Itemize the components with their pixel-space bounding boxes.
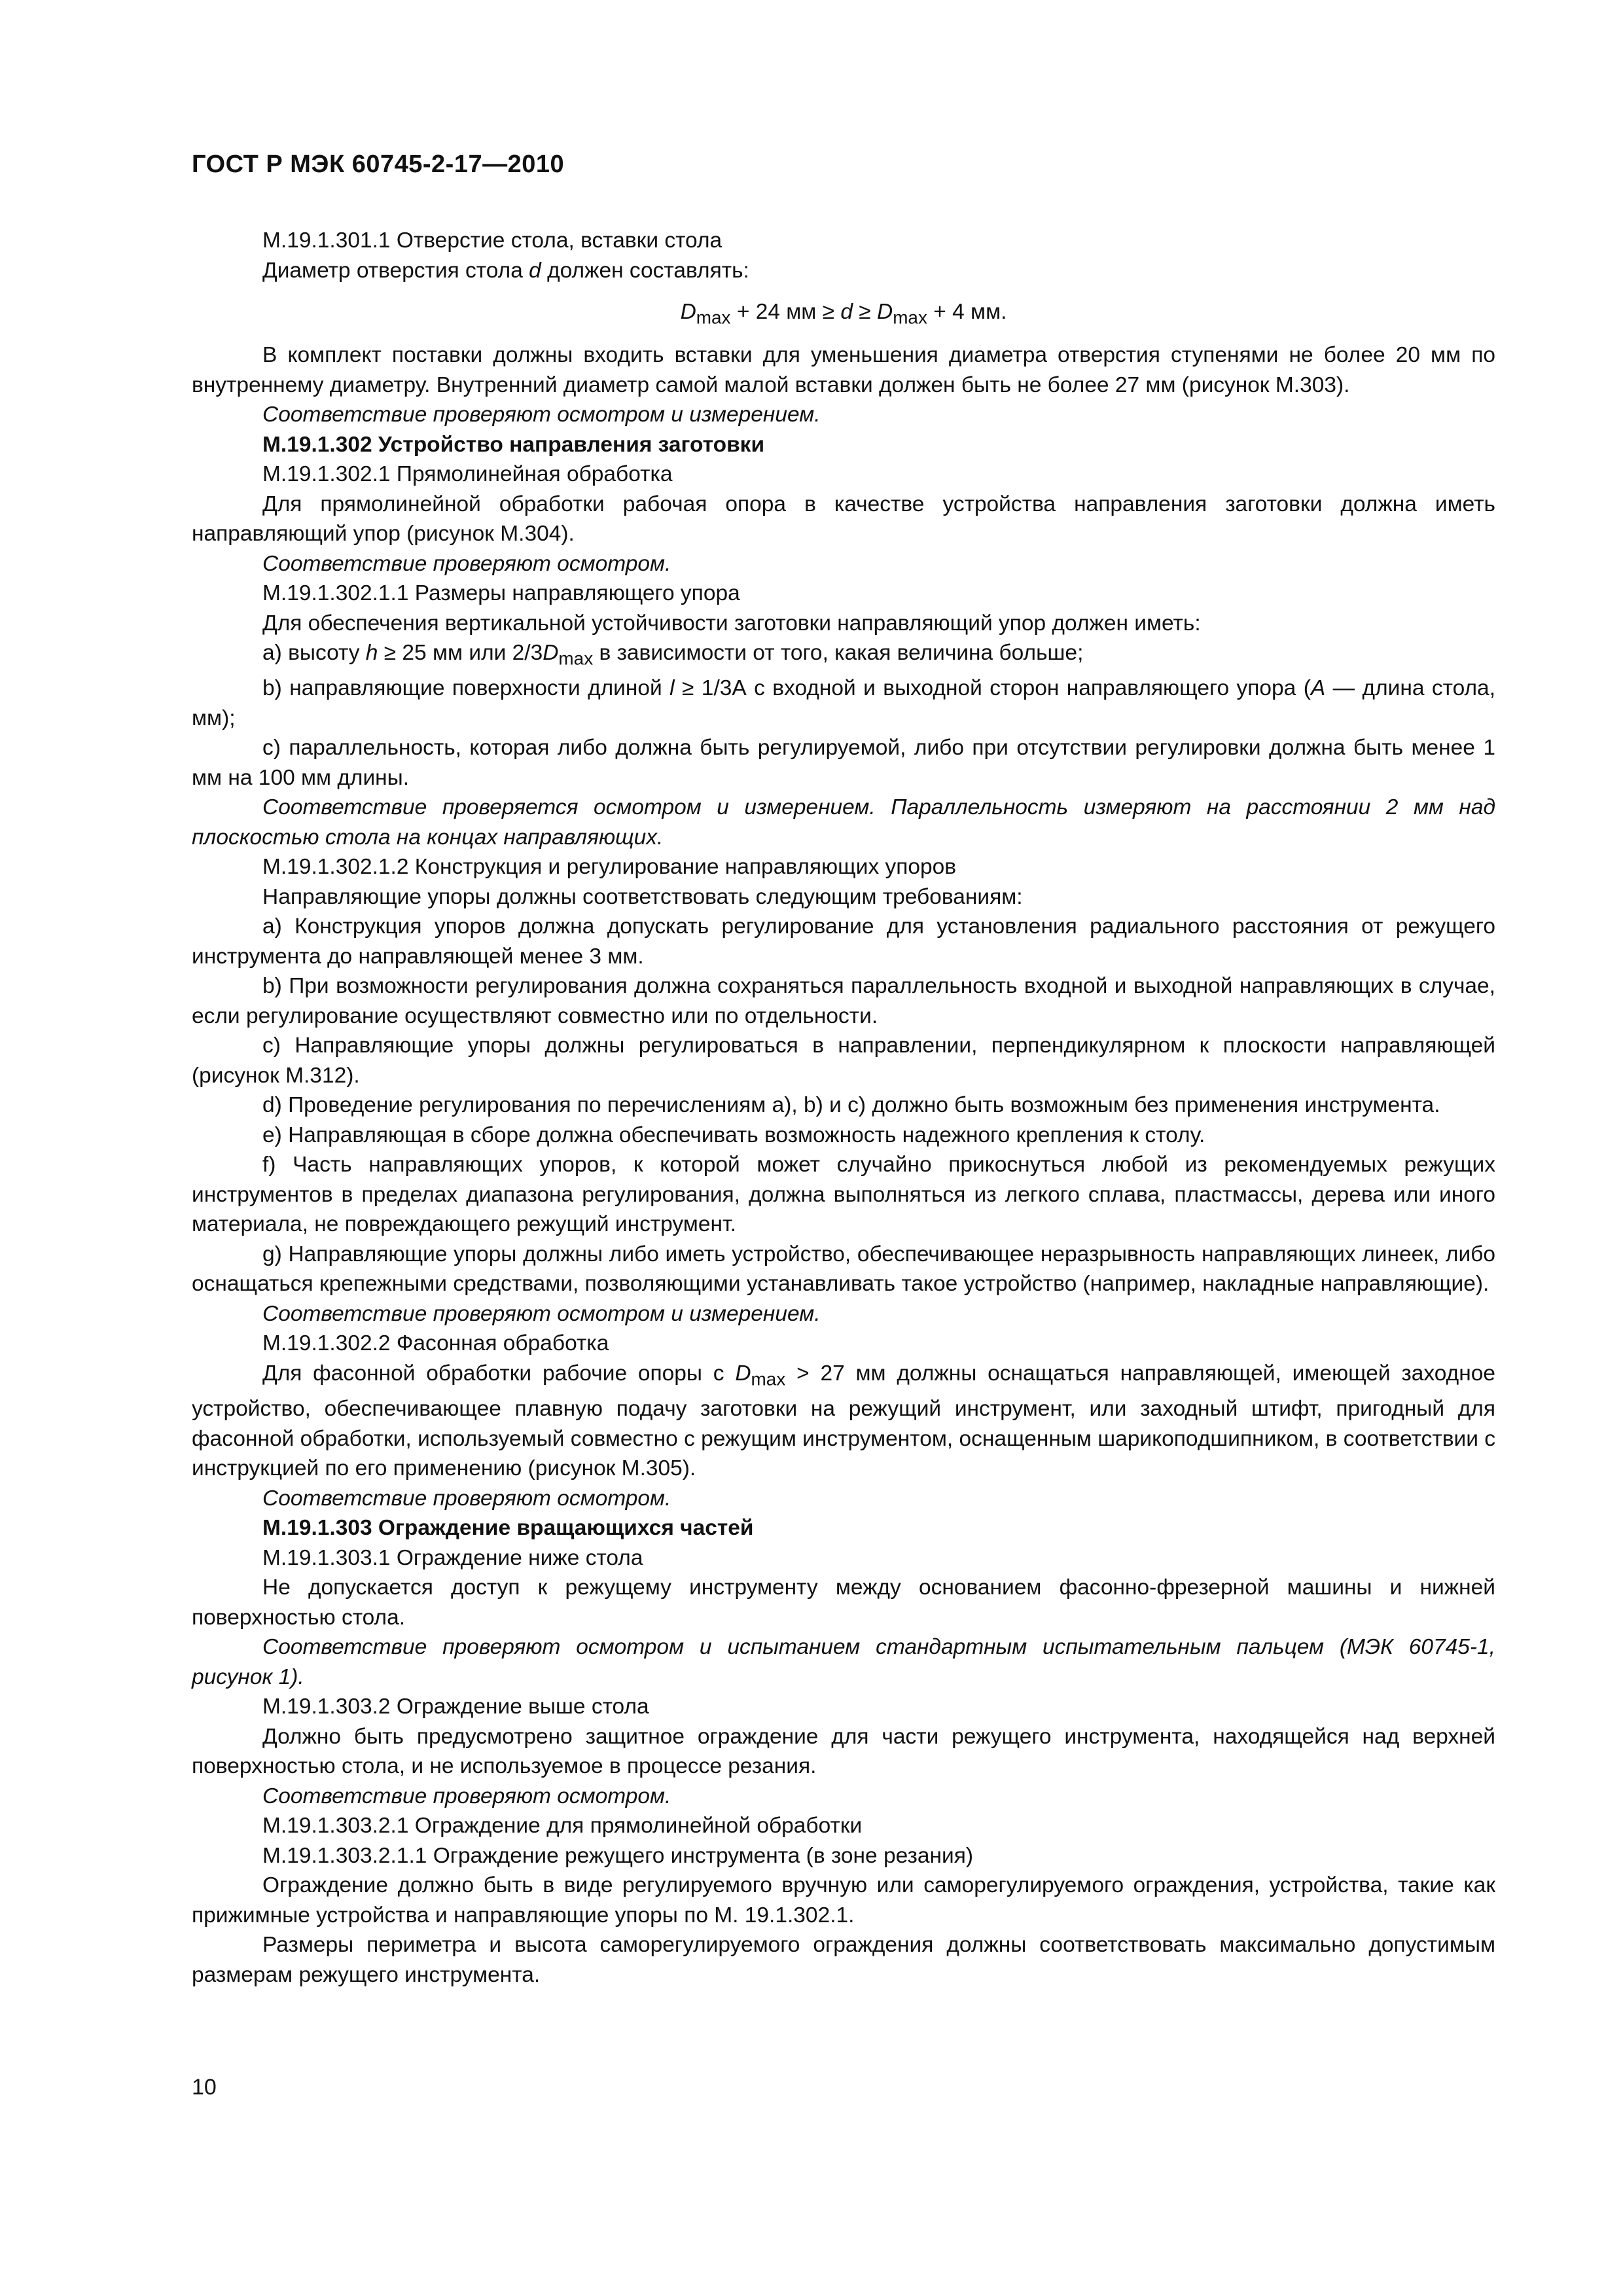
list-item: g) Направляющие упоры должны либо иметь устройство, обеспечивающее неразрывность направляющих линеек, либо оснащаться крепежными средствами, позволяющими устанавливать такое устройство (например, накладные направляющие). [192,1242,1495,1297]
compliance-note: Соответствие проверяют осмотром. [262,1784,671,1808]
clause-heading: М.19.1.303 Ограждение вращающихся частей [262,1516,754,1541]
compliance-note: Соответствие проверяют осмотром. [262,1486,671,1511]
paragraph: Должно быть предусмотрено защитное ограждение для части режущего инструмента, находящейся над верхней поверхностью стола, и не используемое в процессе резания. [192,1724,1495,1779]
list-item: a) высоту h ≥ 25 мм или $2/3D_{max}$ в зависимости от того, какая величина больше; [262,641,1084,669]
clause-heading: М.19.1.302.2 Фасонная обработка [262,1331,609,1356]
compliance-note: Соответствие проверяют осмотром. [262,551,671,576]
clause-heading: М.19.1.303.1 Ограждение ниже стола [262,1545,643,1570]
compliance-note: Соответствие проверяют осмотром и измерением. [262,403,821,427]
clause-heading: М.19.1.301.1 Отверстие стола, вставки стола [262,228,722,253]
paragraph: Для обеспечения вертикальной устойчивости заготовки направляющий упор должен иметь: [262,611,1201,636]
clause-heading: М.19.1.302.1.1 Размеры направляющего упора [262,581,740,606]
list-item: c) параллельность, которая либо должна быть регулируемой, либо при отсутствии регулировки должна быть менее 1 мм на 100 мм длины. [192,736,1495,790]
list-item: a) Конструкция упоров должна допускать регулирование для установления радиального расстояния от режущего инструмента до направляющей менее 3 мм. [192,914,1495,969]
list-item: e) Направляющая в сборе должна обеспечивать возможность надежного крепления к столу. [262,1122,1205,1147]
compliance-note: Соответствие проверяют осмотром и измерением. [262,1301,821,1326]
paragraph: Не допускается доступ к режущему инструменту между основанием фасонно-фрезерной машины и нижней поверхностью стола. [192,1575,1495,1630]
clause-heading: М.19.1.302.1.2 Конструкция и регулирование направляющих упоров [262,855,957,880]
paragraph: Для фасонной обработки рабочие опоры с $D_{max} > 27$ мм должны оснащаться направляющей, имеющей заходное устройство, обеспечивающее плавную подачу заготовки на режущий инструмент, или заходный штифт, пригодный для фасонной обработки, используемый совместно с режущим инструментом, оснащенным шарикоподшипником, в соответствии с инструкцией по его применению (рисунок М.305). [192,1361,1495,1481]
compliance-note: Соответствие проверяют осмотром и испытанием стандартным испытательным пальцем (МЭК 60745-1, рисунок 1). [192,1635,1495,1689]
paragraph: Направляющие упоры должны соответствовать следующим требованиям: [262,884,1023,909]
compliance-note: Соответствие проверяется осмотром и измерением. Параллельность измеряют на расстоянии 2 мм над плоскостью стола на концах направляющих. [192,795,1495,850]
clause-heading: М.19.1.303.2.1 Ограждение для прямолинейной обработки [262,1814,863,1839]
paragraph: Диаметр отверстия стола d должен составлять: [262,258,749,283]
list-item: f) Часть направляющих упоров, к которой может случайно прикоснуться любой из рекомендуемых режущих инструментов в пределах диапазона регулирования, должна выполняться из легкого сплава, пластмассы, дерева или иного материала, не повреждающего режущий инструмент. [192,1153,1495,1237]
list-item: b) направляющие поверхности длиной l ≥ 1/3А с входной и выходной сторон направляющего упора (А — длина стола, мм); [192,676,1495,730]
paragraph: Размеры периметра и высота саморегулируемого ограждения должны соответствовать максимально допустимым размерам режущего инструмента. [192,1933,1495,1987]
page-number: 10 [192,2075,217,2100]
document-header: ГОСТ Р МЭК 60745-2-17—2010 [192,151,565,178]
paragraph: В комплект поставки должны входить вставки для уменьшения диаметра отверстия ступенями не более 20 мм по внутреннему диаметру. Внутренний диаметр самой малой вставки должен быть не более 27 мм (рисунок М.303). [192,343,1495,397]
document-body [192,226,1495,1990]
clause-heading: М.19.1.302 Устройство направления заготовки [262,432,765,457]
list-item: c) Направляющие упоры должны регулироваться в направлении, перпендикулярном к плоскости направляющей (рисунок М.312). [192,1033,1495,1088]
paragraph: Ограждение должно быть в виде регулируемого вручную или саморегулируемого ограждения, устройства, такие как прижимные устройства и направляющие упоры по М. 19.1.302.1. [192,1873,1495,1928]
clause-heading: М.19.1.303.2 Ограждение выше стола [262,1695,649,1719]
clause-heading: М.19.1.302.1 Прямолинейная обработка [262,462,673,487]
formula: $D_{max} + 24$ мм ≥ $d \ge D_{max} + 4$ мм. [680,300,1007,328]
clause-heading: М.19.1.303.2.1.1 Ограждение режущего инструмента (в зоне резания) [262,1843,974,1868]
paragraph: Для прямолинейной обработки рабочая опора в качестве устройства направления заготовки должна иметь направляющий упор (рисунок М.304). [192,492,1495,547]
list-item: d) Проведение регулирования по перечислениям а), b) и c) должно быть возможным без применения инструмента. [262,1093,1440,1118]
list-item: b) При возможности регулирования должна сохраняться параллельность входной и выходной направляющих в случае, если регулирование осуществляют совместно или по отдельности. [192,974,1495,1028]
